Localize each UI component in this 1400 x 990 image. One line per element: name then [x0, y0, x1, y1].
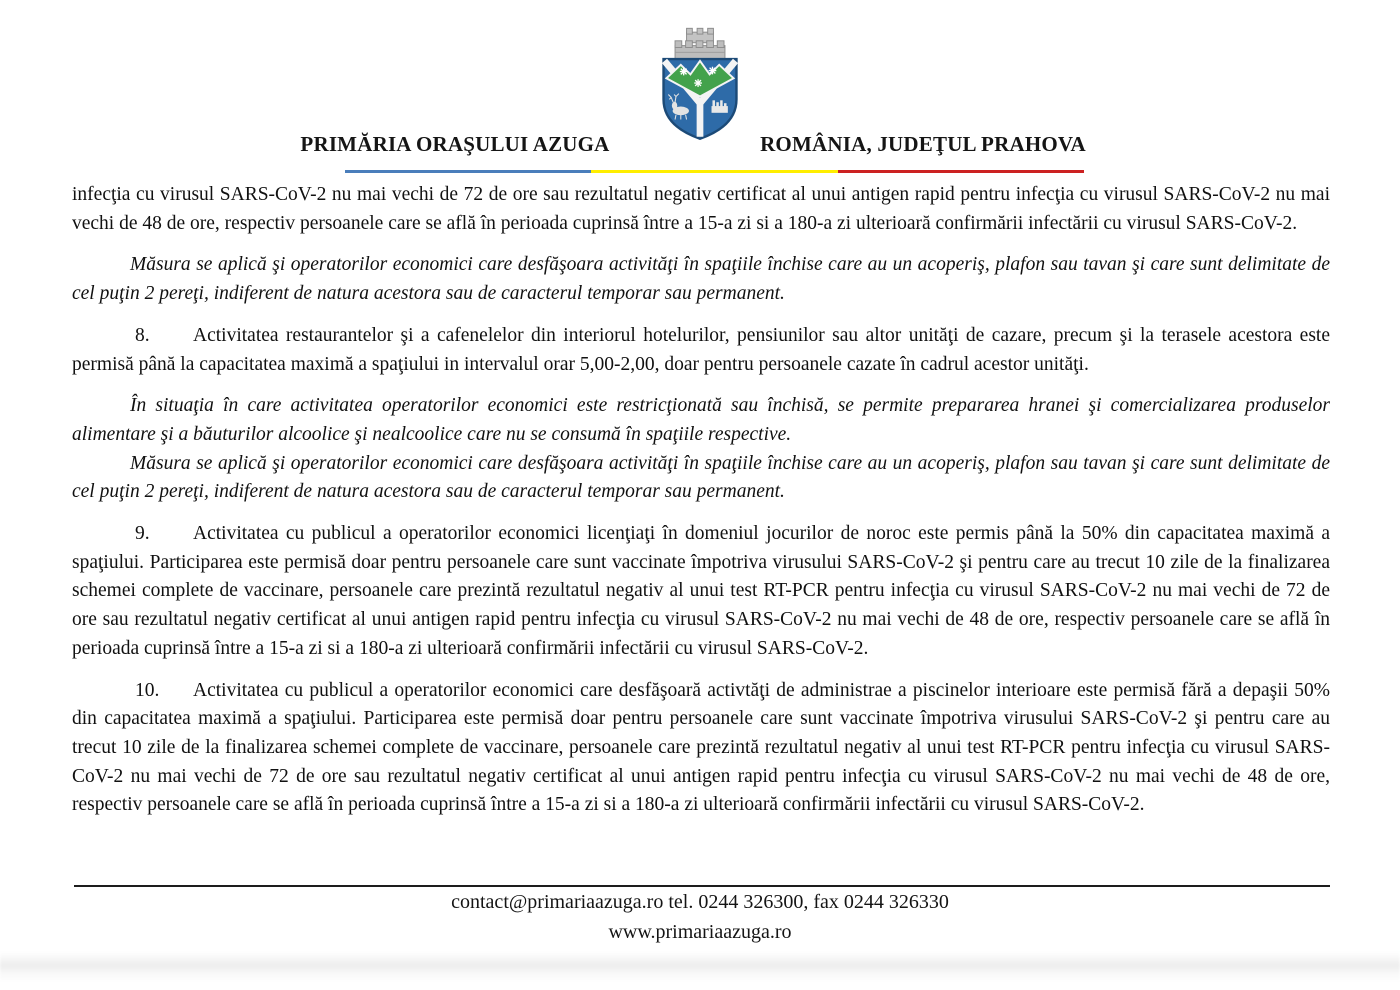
footer-divider: [74, 885, 1330, 887]
flag-yellow-segment: [591, 170, 837, 173]
paragraph-number: 10.: [135, 679, 160, 701]
paragraph-text: infecţia cu virusul SARS-CoV-2 nu mai vechi de 72 de ore sau rezultatul negativ certificat al unui antigen rapid pentru infecţia cu virusul SARS-CoV-2 nu mai vechi de 48 de ore, respectiv persoanele care se află în perioada cuprinsă între a 15-a zi si a 180-a zi ulterioară confirmării infectării cu virusul SARS-CoV-2.: [72, 184, 1330, 234]
paragraph: [72, 520, 1330, 664]
scan-artifact: [0, 952, 1400, 982]
paragraph-text: Activitatea cu publicul a operatorilor economici care desfăşoară activtăţi de administrae a piscinelor interioare este permisă fără a depaşii 50% din capacitatea maximă a spaţiului. Participarea este permisă doar pentru persoanele care sunt vaccinate împotriva virusului SARS-CoV-2 şi pentru care au trecut 10 zile de la finalizarea schemei complete de vaccinare, persoanele care prezintă rezultatul negativ al unui test RT-PCR pentru infecţia cu virusul SARS-CoV-2 nu mai vechi de 72 de ore sau rezultatul negativ certificat al unui antigen rapid pentru infecţia cu virusul SARS-CoV-2 nu mai vechi de 48 de ore, respectiv persoanele care se află în perioada cuprinsă între a 15-a zi si a 180-a zi ulterioară confirmării infectării cu virusul SARS-CoV-2.: [72, 679, 1330, 816]
paragraph-text: Activitatea restaurantelor şi a cafenelelor din interiorul hotelurilor, pensiunilor sau altor unităţi de cazare, precum şi la terasele acestora este permisă până la capacitatea maximă a spaţiului in intervalul orar 5,00-2,00, doar pentru persoanele cazate în cadrul acestor unităţi.: [72, 324, 1330, 375]
paragraph: [72, 450, 1330, 507]
footer-website: www.primariaazuga.ro: [608, 921, 792, 943]
paragraph-number: 9.: [135, 523, 150, 545]
paragraph: [72, 251, 1330, 308]
flag-red-segment: [838, 170, 1084, 173]
paragraph-text: Măsura se aplică şi operatorilor economici care desfăşoara activităţi în spaţiile închise care au un acoperiş, plafon sau tavan şi care sunt delimitate de cel puţin 2 pereţi, indiferent de natura acestora sau de caracterul temporar sau permanent.: [72, 452, 1330, 503]
footer-contact: contact@primariaazuga.ro tel. 0244 326300, fax 0244 326330: [451, 891, 949, 913]
paragraph-text: Măsura se aplică şi operatorilor economici care desfăşoara activităţi în spaţiile închise care au un acoperiş, plafon sau tavan şi care sunt delimitate de cel puţin 2 pereţi, indiferent de natura acestora sau de caracterul temporar sau permanent.: [72, 254, 1330, 305]
document-body: [72, 181, 1330, 833]
paragraph: [72, 322, 1330, 379]
paragraph-text: Activitatea cu publicul a operatorilor economici licenţiaţi în domeniul jocurilor de noroc este permis până la 50% din capacitatea maximă a spaţiului. Participarea este permisă doar pentru persoanele care sunt vaccinate împotriva virusului SARS-CoV-2 şi pentru care au trecut 10 zile de la finalizarea schemei complete de vaccinare, persoanele care prezintă rezultatul negativ al unui test RT-PCR pentru infecţia cu virusul SARS-CoV-2 nu mai vechi de 72 de ore sau rezultatul negativ certificat al unui antigen rapid pentru infecţia cu virusul SARS-CoV-2 nu mai vechi de 48 de ore, respectiv persoanele care se află în perioada cuprinsă între a 15-a zi si a 180-a zi ulterioară confirmării infectării cu virusul SARS-CoV-2.: [72, 523, 1330, 659]
paragraph-text: În situaţia în care activitatea operatorilor economici este restricţionată sau închisă, se permite prepararea hranei şi comercializarea produselor alimentare şi a băuturilor alcoolice şi nealcoolice care nu se consumă în spaţiile respective.: [72, 395, 1330, 445]
header-municipality: PRIMĂRIA ORAŞULUI AZUGA: [300, 132, 610, 156]
paragraph-number: 8.: [135, 324, 150, 346]
azuga-coat-of-arms-icon: [652, 26, 748, 142]
flag-blue-segment: [345, 170, 591, 173]
mural-crown: [675, 28, 725, 59]
romanian-flag-rule: [345, 170, 1084, 173]
paragraph: [72, 181, 1330, 238]
header-country-county: ROMÂNIA, JUDEŢUL PRAHOVA: [760, 132, 1086, 156]
paragraph: [72, 677, 1330, 821]
paragraph: [72, 392, 1330, 449]
